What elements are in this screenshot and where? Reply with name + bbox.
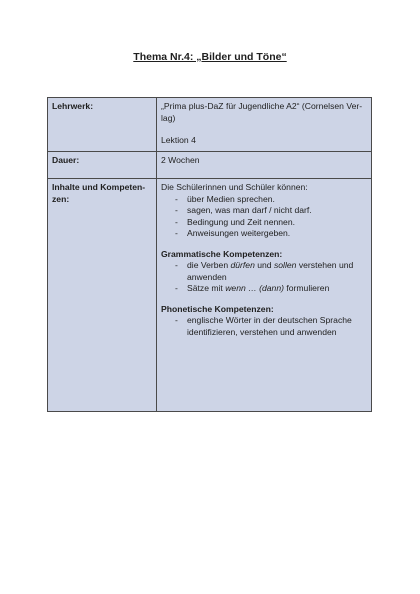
cell-inhalte — [157, 179, 372, 412]
label-inhalte: Inhalte und Kompeten-zen: — [48, 179, 157, 412]
table-row-inhalte — [48, 179, 372, 412]
list-item: - sagen, was man darf / nicht darf. — [177, 205, 367, 217]
phonetics-heading: Phonetische Kompetenzen: — [161, 303, 274, 314]
duration-value: 2 Wochen — [157, 152, 372, 179]
list-item: - über Medien sprechen. — [177, 194, 367, 206]
text-segment: die Verben — [187, 260, 231, 270]
verb-sollen: sollen — [273, 260, 297, 270]
competence-intro: Die Schülerinnen und Schüler können: — [161, 182, 308, 192]
text-segment: und — [254, 260, 274, 270]
label-dauer: Dauer: — [48, 152, 157, 179]
phonetics-list — [161, 315, 367, 338]
cell-lehrwerk — [157, 98, 372, 152]
label-lehrwerk: Lehrwerk: — [48, 98, 157, 152]
page-title: Thema Nr.4: „Bilder und Töne“ — [133, 51, 287, 63]
text-segment: Sätze mit — [187, 283, 226, 293]
text-segment: verstehen und anwenden — [187, 260, 354, 282]
competence-list — [161, 194, 367, 240]
grammar-list — [161, 260, 367, 295]
list-item — [177, 260, 367, 283]
grammar-heading: Grammatische Kompetenzen: — [161, 248, 283, 259]
list-item: - Bedingung und Zeit nennen. — [177, 217, 367, 229]
wenn-dann-phrase: wenn … (dann) — [225, 283, 284, 293]
text-segment: formulieren — [283, 283, 330, 293]
list-item — [177, 283, 367, 295]
lesson-plan-table — [47, 97, 372, 412]
list-item: - Anweisungen weitergeben. — [177, 228, 367, 240]
table-row-lehrwerk — [48, 98, 372, 152]
verb-duerfen: dürfen — [230, 260, 255, 270]
textbook-title: „Prima plus-DaZ für Jugendliche A2“ (Cornelsen Ver-lag) — [161, 101, 363, 123]
list-item: - englische Wörter in der deutschen Sprache identifizieren, verstehen und anwenden — [177, 315, 367, 338]
lesson-number: Lektion 4 — [161, 135, 196, 145]
table-row-dauer — [48, 152, 372, 179]
